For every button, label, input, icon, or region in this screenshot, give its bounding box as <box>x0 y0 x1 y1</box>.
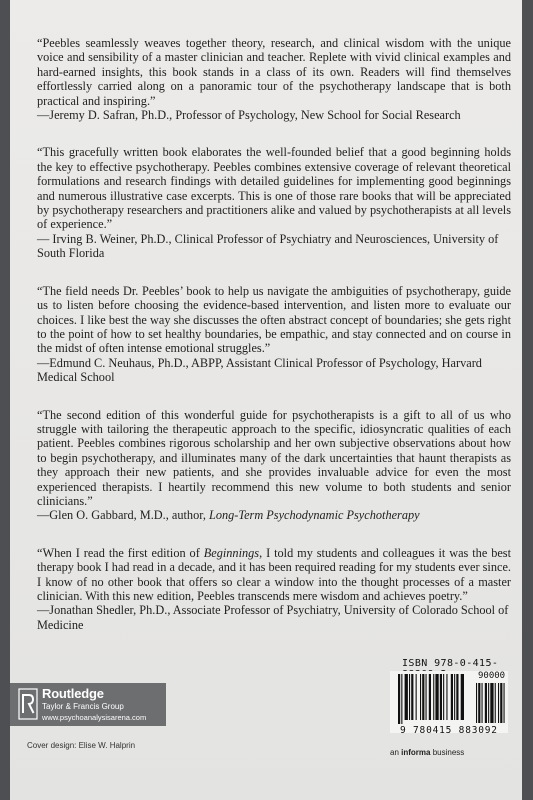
review-gabbard <box>37 408 511 523</box>
cover-design-credit: Cover design: Elise W. Halprin <box>27 741 136 750</box>
quote-text: “When I read the first edition of <box>37 545 204 560</box>
attribution-text: —Glen O. Gabbard, M.D., author, <box>37 508 209 523</box>
review-quote: “This gracefully written book elaborates the well-founded belief that a good beginning holds the key to effective psychotherapy. Peebles combines extensive coverage of relevant theoretical formulations and research findings with detailed guidelines for implementing good beginnings and numerous illustrative case excerpts. This is one of those rare books that will be appreciated by psychotherapy researchers and practitioners alike and valued by psychotherapists at all levels of experience.” <box>37 145 511 232</box>
isbn-label: ISBN 978-0-415- <box>402 658 499 669</box>
informa-name: informa <box>401 748 431 757</box>
barcode-digits: 9 780415 883092 <box>400 725 498 736</box>
review-attribution: —Jeremy D. Safran, Ph.D., Professor of Psychology, New School for Social Research <box>37 108 461 123</box>
publisher-name: Routledge <box>42 686 104 701</box>
review-attribution: —Jonathan Shedler, Ph.D., Associate Professor of Psychiatry, University of Colorado School of Medicine <box>37 603 509 632</box>
review-quote: “The field needs Dr. Peebles’ book to help us navigate the ambiguities of psychotherapy, guide us to listen before choosing the evidence-based intervention, and listen more to evaluate our choices. I like best the way she discusses the often abstract concept of boundaries; she gets right to the point of how to set healthy boundaries, be empathic, and stay connected and on course in the midst of often intense emotional struggles.” <box>37 283 511 356</box>
review-attribution <box>37 508 511 522</box>
informa-suffix: business <box>430 748 465 757</box>
routledge-logo-icon <box>18 688 38 720</box>
review-shedler <box>37 546 511 632</box>
review-neuhaus <box>37 284 511 385</box>
publisher-logo <box>10 683 166 726</box>
book-title: Long-Term Psychodynamic Psychotherapy <box>208 508 420 523</box>
review-weiner <box>37 145 511 260</box>
publisher-group: Taylor & Francis Group <box>42 702 124 711</box>
review-quote: “Peebles seamlessly weaves together theory, research, and clinical wisdom with the unique voice and sensibility of a master clinician and teacher. Replete with vivid clinical examples and hard-earned insights, this book stands in a class of its own. Readers will find themselves effortlessly carried along on a panoramic tour of the psychotherapy landscape that is both practical and inspiring.” <box>37 36 511 108</box>
review-quote <box>37 546 511 604</box>
review-attribution: — Irving B. Weiner, Ph.D., Clinical Professor of Psychiatry and Neurosciences, University of South Florida <box>37 231 499 261</box>
publisher-url: www.psychoanalysisarena.com <box>42 713 147 722</box>
informa-tagline <box>390 748 464 757</box>
review-attribution: —Edmund C. Neuhaus, Ph.D., ABPP, Assistant Clinical Professor of Psychology, Harvard Medical School <box>37 355 482 385</box>
quote-text: , I told my students and colleagues it was the best therapy book I had read in a decade, and it has been required reading for my students ever since. I know of no other book that offers so clear a window into the thought processes of a master clinician. With this new edition, Peebles transcends mere wisdom and achieves poetry.” <box>37 545 512 603</box>
barcode-addon: 90000 <box>478 671 506 681</box>
informa-prefix: an <box>390 748 402 757</box>
review-quote: “The second edition of this wonderful guide for psychotherapists is a gift to all of us who struggle with tailoring the therapeutic approach to the specific, idiosyncratic qualities of each patient. Peebles combines rigorous scholarship and her own subjective observations about how to begin psychotherapy, and illuminates many of the dark uncertainties that haunt therapists as they approach their new patients, and she provides invaluable advice for even the most experienced therapists. I heartily recommend this new volume to both students and senior clinicians.” <box>37 407 511 508</box>
reviews <box>37 36 511 655</box>
review-safran <box>37 36 511 122</box>
book-title: Beginnings <box>203 545 260 560</box>
